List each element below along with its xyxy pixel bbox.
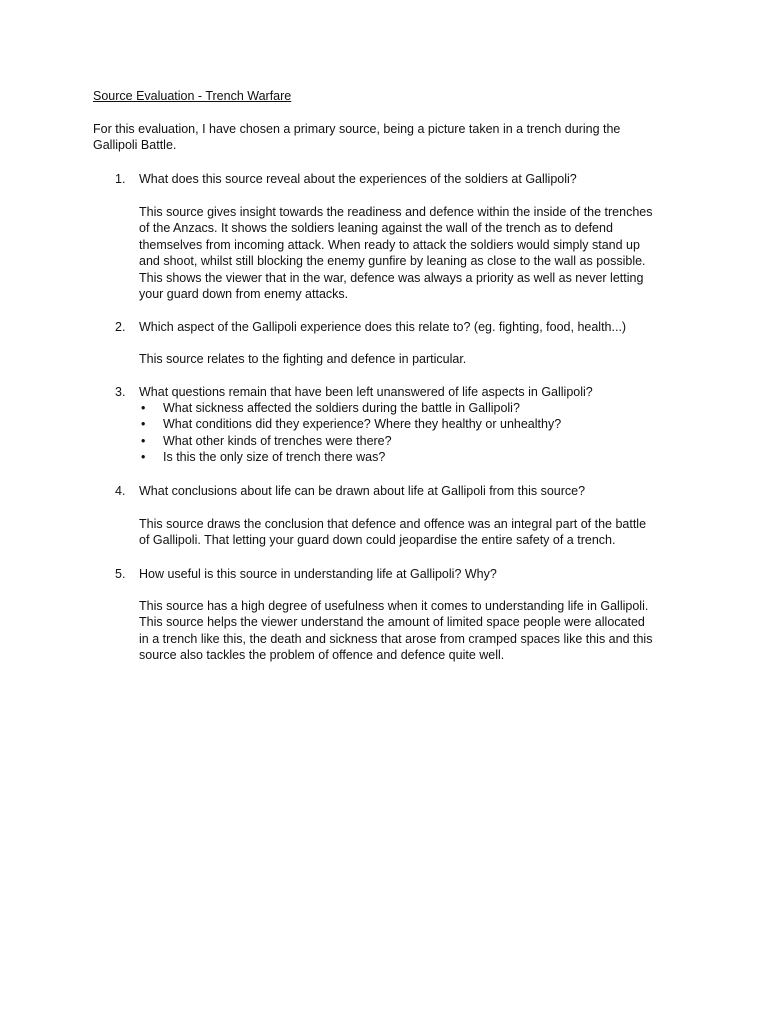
bullet-icon: • <box>141 417 146 432</box>
question-text: What does this source reveal about the experiences of the soldiers at Gallipoli? <box>139 172 577 186</box>
list-item: • What conditions did they experience? Where they healthy or unhealthy? <box>141 417 562 432</box>
answer-1 <box>139 204 684 302</box>
question-text: How useful is this source in understanding life at Gallipoli? Why? <box>139 567 497 581</box>
question-number: 1. <box>115 172 126 186</box>
answer-line: source also tackles the problem of offence and defence quite well. <box>139 648 505 663</box>
question-text: Which aspect of the Gallipoli experience does this relate to? (eg. fighting, food, health...) <box>139 320 627 334</box>
answer-line: This source relates to the fighting and defence in particular. <box>139 352 467 366</box>
answer-line: of Gallipoli. That letting your guard down could jeopardise the entire safety of a trench. <box>139 533 616 548</box>
answer-line: themselves from incoming attack. When ready to attack the soldiers would simply stand up <box>139 237 640 252</box>
answer-2 <box>139 351 684 367</box>
bullet-icon: • <box>141 450 146 465</box>
list-item: • What sickness affected the soldiers during the battle in Gallipoli? <box>141 401 520 415</box>
list-item: • Is this the only size of trench there was? <box>141 450 386 465</box>
intro-paragraph <box>93 121 673 154</box>
answer-line: and shoot, whilst still blocking the enemy gunfire by leaning as close to the wall as possible. <box>139 254 646 269</box>
answer-line: This source helps the viewer understand the amount of limited space people were allocated <box>139 615 645 630</box>
intro-line: Gallipoli Battle. <box>93 138 177 153</box>
question-number: 5. <box>115 567 126 581</box>
question-number: 4. <box>115 484 126 498</box>
question-text: What conclusions about life can be drawn about life at Gallipoli from this source? <box>139 484 586 498</box>
bullet-icon: • <box>141 401 146 415</box>
document-title: Source Evaluation - Trench Warfare <box>93 89 292 103</box>
intro-line: For this evaluation, I have chosen a primary source, being a picture taken in a trench during the <box>93 122 621 136</box>
unanswered-questions-list <box>139 400 561 466</box>
answer-5 <box>139 598 684 664</box>
answer-line: This source draws the conclusion that defence and offence was an integral part of the battle <box>139 517 647 531</box>
bullet-icon: • <box>141 433 146 448</box>
answer-line: of the Anzacs. It shows the soldiers leaning against the wall of the trench as to defend <box>139 221 613 236</box>
question-text: What questions remain that have been left unanswered of life aspects in Gallipoli? <box>139 385 593 399</box>
answer-line: your guard down from enemy attacks. <box>139 287 349 302</box>
answer-line: in a trench like this, the death and sickness that arose from cramped spaces like this and this <box>139 631 653 646</box>
answer-line: This shows the viewer that in the war, defence was always a priority as well as never letting <box>139 270 644 285</box>
question-number: 2. <box>115 320 126 334</box>
answer-line: This source has a high degree of usefulness when it comes to understanding life in Gallipoli. <box>139 599 649 613</box>
answer-4 <box>139 516 684 549</box>
list-item: • What other kinds of trenches were there? <box>141 433 392 448</box>
question-number: 3. <box>115 385 126 399</box>
answer-line: This source gives insight towards the readiness and defence within the inside of the trenches <box>139 205 653 219</box>
